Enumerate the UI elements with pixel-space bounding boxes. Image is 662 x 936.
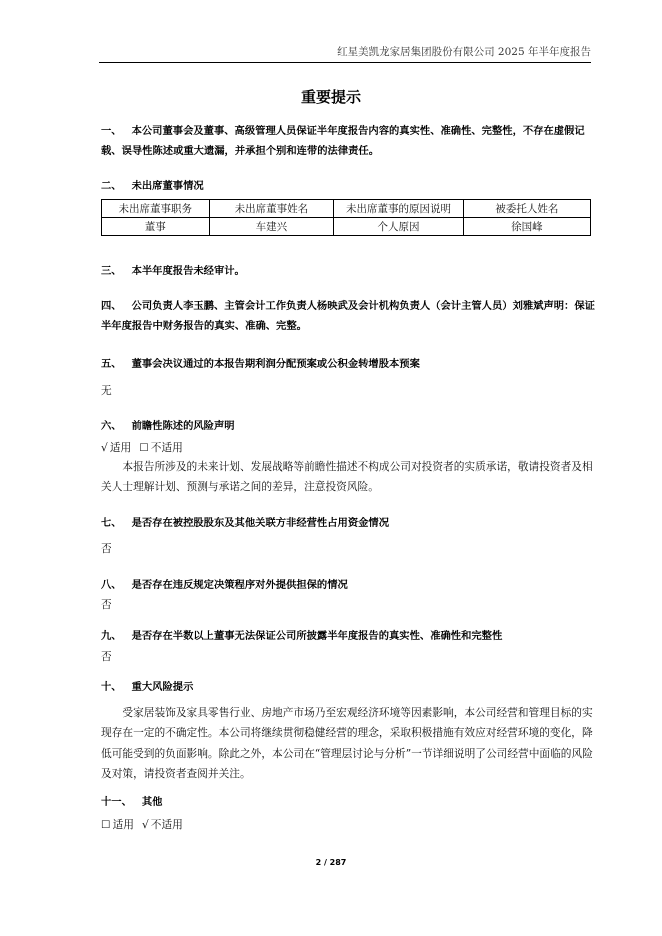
section-2-heading	[101, 176, 597, 196]
section-10-heading	[101, 677, 597, 697]
section-3	[101, 261, 597, 281]
table-cell: 车建兴	[209, 218, 334, 236]
section-1-number: 一、	[101, 125, 122, 137]
section-5-number: 五、	[101, 358, 122, 370]
applicable-label: 适用	[112, 818, 134, 831]
check-mark-icon: √	[141, 818, 149, 831]
section-9-answer: 否	[101, 650, 112, 663]
section-1	[101, 121, 597, 161]
section-10-text: 受家居装饰及家具零售行业、房地产市场乃至宏观经济环境等因素影响，本公司经营和管理目标的实现存在一定的不确定性。本公司将继续贯彻稳健经营的理念，采取积极措施有效应对经营环境的变化，降低可能受到的负面影响。除此之外，本公司在“管理层讨论与分析”一节详细说明了公司经营中面临的风险及对策，请投资者查阅并关注。	[101, 706, 593, 780]
section-8-answer: 否	[101, 598, 112, 611]
section-6-applicability	[101, 440, 185, 455]
not-applicable-label: 不适用	[150, 818, 183, 831]
section-6-title: 前瞻性陈述的风险声明	[131, 420, 235, 432]
section-7-number: 七、	[101, 517, 122, 529]
section-8-heading	[101, 575, 597, 595]
section-1-text: 本公司董事会及董事、高级管理人员保证半年度报告内容的真实性、准确性、完整性，不存在虚假记载、误导性陈述或重大遗漏，并承担个别和连带的法律责任。	[101, 125, 585, 158]
page-header: 红星美凯龙家居集团股份有限公司 2025 年半年度报告	[99, 44, 591, 63]
not-applicable-label: 不适用	[150, 441, 183, 454]
table-header-cell: 未出席董事姓名	[209, 200, 334, 218]
section-3-number: 三、	[101, 265, 122, 277]
section-4-number: 四、	[101, 300, 122, 312]
section-11-number: 十一、	[101, 796, 132, 808]
section-6-heading	[101, 416, 597, 436]
table-header-cell: 未出席董事职务	[102, 200, 210, 218]
section-7-answer: 否	[101, 542, 112, 555]
section-8-title: 是否存在违反规定决策程序对外提供担保的情况	[131, 579, 348, 591]
section-9-title: 是否存在半数以上董事无法保证公司所披露半年度报告的真实性、准确性和完整性	[131, 630, 503, 642]
section-3-text: 本半年度报告未经审计。	[131, 265, 245, 277]
section-11-title: 其他	[141, 796, 163, 808]
table-row	[102, 218, 591, 236]
section-9-heading	[101, 626, 597, 646]
applicable-label: 适用	[109, 441, 132, 454]
absent-directors-table	[101, 199, 591, 236]
table-cell: 徐国峰	[463, 218, 590, 236]
empty-checkbox-icon: ☐	[139, 441, 149, 454]
table-header-cell: 未出席董事的原因说明	[334, 200, 464, 218]
section-5-title: 董事会决议通过的本报告期利润分配预案或公积金转增股本预案	[131, 358, 420, 370]
section-2-title: 未出席董事情况	[131, 180, 204, 192]
section-7-title: 是否存在被控股股东及其他关联方非经营性占用资金情况	[131, 517, 390, 529]
check-mark-icon: √	[101, 441, 108, 454]
table-cell: 个人原因	[334, 218, 464, 236]
table-header-cell: 被委托人姓名	[463, 200, 590, 218]
table-header-row	[102, 200, 591, 218]
section-6-text: 本报告所涉及的未来计划、发展战略等前瞻性描述不构成公司对投资者的实质承诺，敬请投资者及相关人士理解计划、预测与承诺之间的差异，注意投资风险。	[101, 460, 593, 494]
section-4-text: 公司负责人李玉鹏、主管会计工作负责人杨映武及会计机构负责人（会计主管人员）刘雅斌声明：保证半年度报告中财务报告的真实、准确、完整。	[101, 300, 595, 333]
table-cell: 董事	[102, 218, 210, 236]
section-7-heading	[101, 513, 597, 533]
section-5-heading	[101, 354, 597, 374]
section-6-number: 六、	[101, 420, 122, 432]
page-number: 2 / 287	[315, 858, 347, 867]
empty-checkbox-icon: ☐	[101, 818, 111, 831]
section-9-number: 九、	[101, 630, 122, 642]
section-8-number: 八、	[101, 579, 122, 591]
section-2-number: 二、	[101, 180, 122, 192]
section-10-number: 十、	[101, 681, 122, 693]
section-4	[101, 296, 597, 336]
section-5-answer: 无	[101, 384, 112, 397]
section-10-title: 重大风险提示	[131, 681, 194, 693]
page-title: 重要提示	[300, 88, 361, 106]
section-11-applicability	[101, 817, 185, 832]
section-11-heading	[101, 792, 597, 812]
